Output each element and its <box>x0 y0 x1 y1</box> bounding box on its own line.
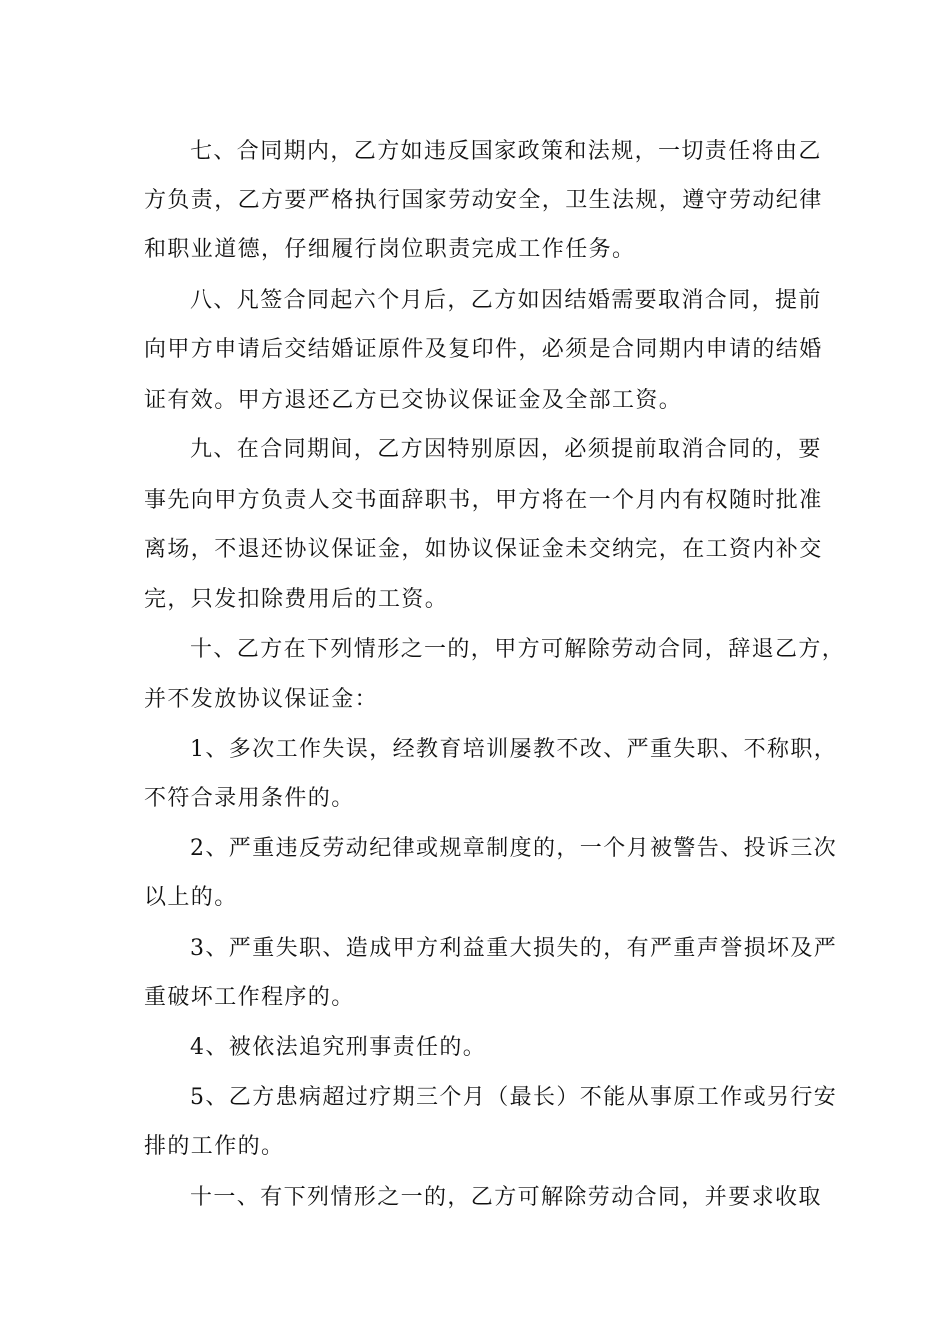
paragraph-7-line-1: 七、合同期内，乙方如违反国家政策和法规，一切责任将由乙 <box>190 139 822 164</box>
paragraph-9-line-4: 完，只发扣除费用后的工资。 <box>144 587 449 612</box>
item-3-line-1: 3、严重失职、造成甲方利益重大损失的，有严重声誉损坏及严 <box>190 936 838 961</box>
item-2-line-2: 以上的。 <box>144 885 238 910</box>
paragraph-8-line-2: 向甲方申请后交结婚证原件及复印件，必须是合同期内申请的结婚 <box>144 337 823 362</box>
paragraph-7-line-2: 方负责，乙方要严格执行国家劳动安全，卫生法规，遵守劳动纪律 <box>144 188 823 213</box>
item-4-line-1: 4、被依法追究刑事责任的。 <box>190 1035 487 1060</box>
paragraph-11-line-1: 十一、有下列情形之一的，乙方可解除劳动合同，并要求收取 <box>190 1185 822 1210</box>
item-2-line-1: 2、严重违反劳动纪律或规章制度的，一个月被警告、投诉三次 <box>190 836 838 861</box>
item-1-line-1: 1、多次工作失误，经教育培训屡教不改、严重失职、不称职， <box>190 737 838 762</box>
paragraph-9-line-3: 离场，不退还协议保证金，如协议保证金未交纳完，在工资内补交 <box>144 537 823 562</box>
paragraph-8-line-3: 证有效。甲方退还乙方已交协议保证金及全部工资。 <box>144 388 683 413</box>
item-5-line-2: 排的工作的。 <box>144 1134 285 1159</box>
paragraph-8-line-1: 八、凡签合同起六个月后，乙方如因结婚需要取消合同，提前 <box>190 288 822 313</box>
paragraph-9-line-1: 九、在合同期间，乙方因特别原因，必须提前取消合同的，要 <box>190 437 822 462</box>
item-3-line-2: 重破坏工作程序的。 <box>144 985 355 1010</box>
paragraph-7-line-3: 和职业道德，仔细履行岗位职责完成工作任务。 <box>144 237 636 262</box>
item-1-line-2: 不符合录用条件的。 <box>144 786 355 811</box>
item-5-line-1: 5、乙方患病超过疗期三个月（最长）不能从事原工作或另行安 <box>190 1085 838 1110</box>
paragraph-10-line-1: 十、乙方在下列情形之一的，甲方可解除劳动合同，辞退乙方， <box>190 637 846 662</box>
paragraph-10-line-2: 并不发放协议保证金： <box>144 687 379 712</box>
paragraph-9-line-2: 事先向甲方负责人交书面辞职书，甲方将在一个月内有权随时批准 <box>144 488 823 513</box>
